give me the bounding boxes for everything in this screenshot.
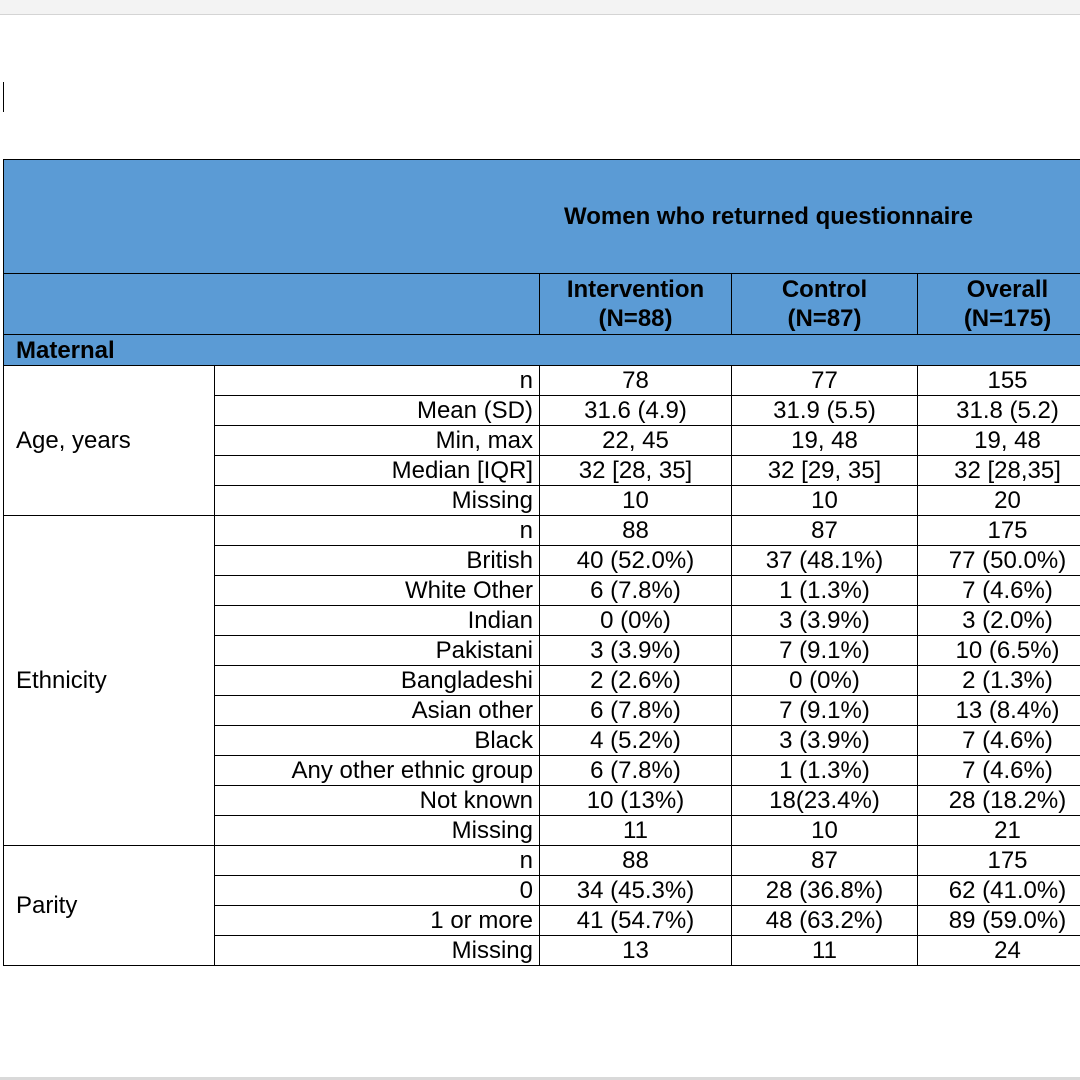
row-label: n (215, 516, 540, 546)
row-label: Missing (215, 816, 540, 846)
value-cell: 78 (540, 366, 732, 396)
table-title: Women who returned questionnaire (564, 203, 973, 230)
value-cell: 31.8 (5.2) (918, 396, 1080, 426)
value-cell: 77 (50.0%) (918, 546, 1080, 576)
value-cell: 28 (18.2%) (918, 786, 1080, 816)
value-cell: 2 (2.6%) (540, 666, 732, 696)
value-cell: 3 (3.9%) (540, 636, 732, 666)
value-cell: 77 (732, 366, 918, 396)
value-cell: 32 [28,35] (918, 456, 1080, 486)
table-row (4, 846, 1080, 876)
value-cell: 34 (45.3%) (540, 876, 732, 906)
value-cell: 24 (918, 936, 1080, 966)
value-cell: 6 (7.8%) (540, 696, 732, 726)
value-cell: 0 (0%) (732, 666, 918, 696)
column-header-overall: Overall (N=175) (918, 274, 1080, 335)
value-cell: 88 (540, 516, 732, 546)
value-cell: 10 (6.5%) (918, 636, 1080, 666)
value-cell: 19, 48 (918, 426, 1080, 456)
results-table (3, 159, 1080, 966)
value-cell: 48 (63.2%) (732, 906, 918, 936)
value-cell: 155 (918, 366, 1080, 396)
row-label: Pakistani (215, 636, 540, 666)
value-cell: 10 (732, 486, 918, 516)
category-cell: Parity (4, 846, 215, 966)
value-cell: 10 (732, 816, 918, 846)
value-cell: 31.9 (5.5) (732, 396, 918, 426)
row-label: n (215, 846, 540, 876)
value-cell: 2 (1.3%) (918, 666, 1080, 696)
value-cell: 175 (918, 846, 1080, 876)
value-cell: 7 (4.6%) (918, 576, 1080, 606)
value-cell: 11 (540, 816, 732, 846)
category-cell: Age, years (4, 366, 215, 516)
value-cell: 32 [29, 35] (732, 456, 918, 486)
value-cell: 88 (540, 846, 732, 876)
value-cell: 6 (7.8%) (540, 756, 732, 786)
value-cell: 19, 48 (732, 426, 918, 456)
row-label: Mean (SD) (215, 396, 540, 426)
row-label: British (215, 546, 540, 576)
row-label: Asian other (215, 696, 540, 726)
value-cell: 4 (5.2%) (540, 726, 732, 756)
value-cell: 87 (732, 846, 918, 876)
value-cell: 21 (918, 816, 1080, 846)
row-label: White Other (215, 576, 540, 606)
value-cell: 89 (59.0%) (918, 906, 1080, 936)
row-label: Any other ethnic group (215, 756, 540, 786)
window-top-bar (0, 0, 1080, 15)
row-label: Black (215, 726, 540, 756)
value-cell: 32 [28, 35] (540, 456, 732, 486)
column-header-control: Control (N=87) (732, 274, 918, 335)
value-cell: 87 (732, 516, 918, 546)
group-label: Maternal (16, 336, 115, 364)
text-cursor (3, 82, 4, 112)
value-cell: 175 (918, 516, 1080, 546)
row-label: Median [IQR] (215, 456, 540, 486)
table-row (4, 366, 1080, 396)
row-label: Bangladeshi (215, 666, 540, 696)
value-cell: 37 (48.1%) (732, 546, 918, 576)
value-cell: 13 (540, 936, 732, 966)
group-header-row (4, 335, 1080, 366)
value-cell: 40 (52.0%) (540, 546, 732, 576)
row-label: Min, max (215, 426, 540, 456)
value-cell: 3 (2.0%) (918, 606, 1080, 636)
value-cell: 1 (1.3%) (732, 756, 918, 786)
row-label: 1 or more (215, 906, 540, 936)
value-cell: 10 (540, 486, 732, 516)
table-row (4, 516, 1080, 546)
row-label: n (215, 366, 540, 396)
column-header-intervention: Intervention (N=88) (540, 274, 732, 335)
value-cell: 7 (9.1%) (732, 636, 918, 666)
value-cell: 7 (4.6%) (918, 726, 1080, 756)
value-cell: 13 (8.4%) (918, 696, 1080, 726)
value-cell: 3 (3.9%) (732, 606, 918, 636)
value-cell: 1 (1.3%) (732, 576, 918, 606)
row-label: 0 (215, 876, 540, 906)
column-header-blank (4, 274, 540, 335)
value-cell: 7 (9.1%) (732, 696, 918, 726)
table-title-row (4, 160, 1080, 274)
column-header-row (4, 274, 1080, 335)
value-cell: 41 (54.7%) (540, 906, 732, 936)
value-cell: 6 (7.8%) (540, 576, 732, 606)
row-label: Not known (215, 786, 540, 816)
value-cell: 3 (3.9%) (732, 726, 918, 756)
value-cell: 62 (41.0%) (918, 876, 1080, 906)
value-cell: 0 (0%) (540, 606, 732, 636)
row-label: Missing (215, 486, 540, 516)
value-cell: 20 (918, 486, 1080, 516)
row-label: Indian (215, 606, 540, 636)
value-cell: 11 (732, 936, 918, 966)
value-cell: 7 (4.6%) (918, 756, 1080, 786)
value-cell: 10 (13%) (540, 786, 732, 816)
row-label: Missing (215, 936, 540, 966)
category-cell: Ethnicity (4, 516, 215, 846)
value-cell: 31.6 (4.9) (540, 396, 732, 426)
value-cell: 28 (36.8%) (732, 876, 918, 906)
value-cell: 18(23.4%) (732, 786, 918, 816)
value-cell: 22, 45 (540, 426, 732, 456)
